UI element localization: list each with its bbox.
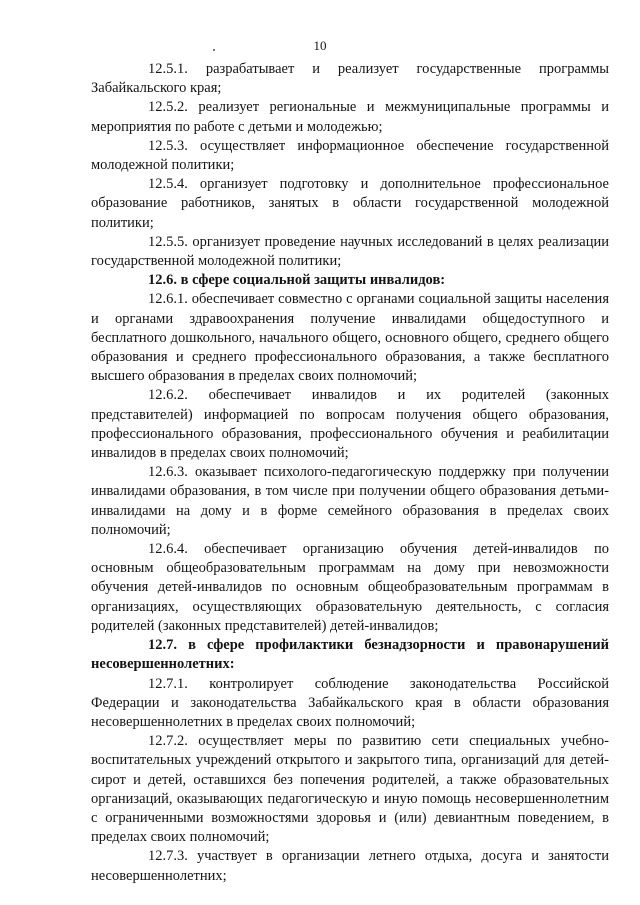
document-body bbox=[91, 60, 609, 886]
paragraph-12-5-2: 12.5.2. реализует региональные и межмуниципальные программы и мероприятия по работе с детьми и молодежью; bbox=[91, 99, 609, 135]
scan-speck bbox=[213, 49, 215, 51]
paragraph-12-7-3: 12.7.3. участвует в организации летнего отдыха, досуга и занятости несовершеннолетних; bbox=[91, 848, 609, 884]
paragraph-12-7-2: 12.7.2. осуществляет меры по развитию сети специальных учебно-воспитательных учреждений открытого и закрытого типа, организаций для детей-сирот и детей, оставшихся без попечения родителей, а также образовательных организаций, оказывающих педагогическую и иную помощь несовершеннолетним с ограниченными возможностями здоровья и (или) девиантным поведением, в пределах своих полномочий; bbox=[91, 733, 609, 846]
paragraph-12-5-4: 12.5.4. организует подготовку и дополнительное профессиональное образование работников, занятых в области государственной молодежной политики; bbox=[91, 176, 609, 231]
paragraph-12-5-3: 12.5.3. осуществляет информационное обеспечение государственной молодежной политики; bbox=[91, 137, 609, 174]
page-number: 10 bbox=[313, 38, 327, 53]
paragraph-12-7-1: 12.7.1. контролирует соблюдение законодательства Российской Федерации и законодательства Забайкальского края в области образования несовершеннолетних в пределах своих полномочий; bbox=[91, 675, 609, 730]
paragraph-12-6-1: 12.6.1. обеспечивает совместно с органами социальной защиты населения и органами здравоохранения получение инвалидами общедоступного и бесплатного дошкольного, начального общего, основного общего, среднего общего образования и среднего профессионального образования, а также бесплатного высшего образования в пределах своих полномочий; bbox=[91, 291, 609, 385]
paragraph-12-6-2: 12.6.2. обеспечивает инвалидов и их родителей (законных представителей) информацией по вопросам получения общего образования, профессионального образования, профессионального обучения и реабилитации инвалидов в пределах своих полномочий; bbox=[91, 387, 609, 462]
paragraph-12-5-1: 12.5.1. разрабатывает и реализует государственные программы Забайкальского края; bbox=[91, 61, 609, 97]
section-heading-12-6: 12.6. в сфере социальной защиты инвалидов: bbox=[148, 272, 446, 289]
paragraph-12-6-3: 12.6.3. оказывает психолого-педагогическую поддержку при получении инвалидами образования, в том числе при получении общего образования детьми-инвалидами на дому и в форме семейного образования в пределах своих полномочий; bbox=[91, 464, 609, 538]
section-heading-12-7: 12.7. в сфере профилактики безнадзорности и правонарушений несовершеннолетних: bbox=[91, 637, 609, 673]
paragraph-12-6-4: 12.6.4. обеспечивает организацию обучения детей-инвалидов по основным общеобразовательным программам на дому при невозможности обучения детей-инвалидов по основным общеобразовательным программам в организациях, осуществляющих образовательную деятельность, с согласия родителей (законных представителей) детей-инвалидов; bbox=[91, 541, 609, 634]
paragraph-12-5-5: 12.5.5. организует проведение научных исследований в целях реализации государственной молодежной политики; bbox=[91, 233, 609, 270]
